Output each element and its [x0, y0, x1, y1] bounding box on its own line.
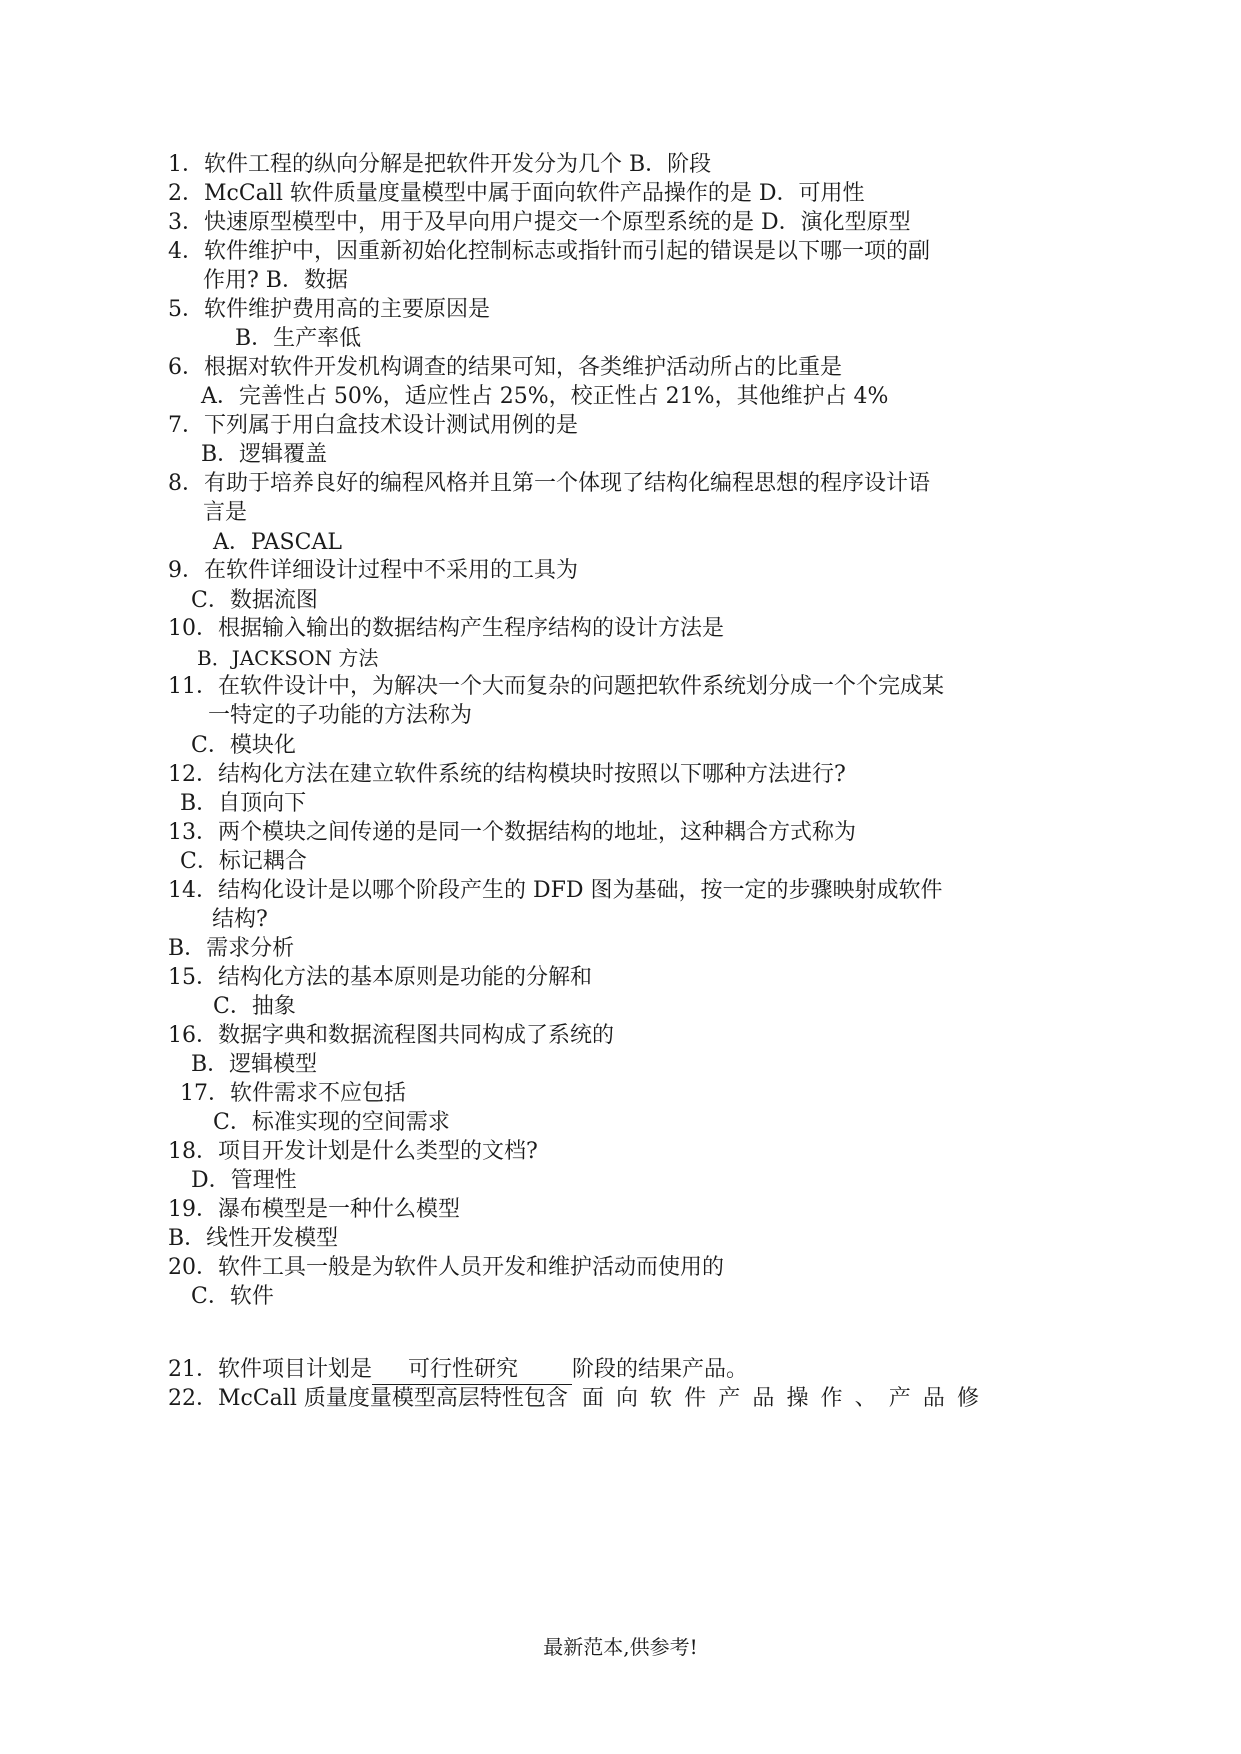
answer-12: B．自顶向下	[180, 791, 307, 816]
question-6: 6．根据对软件开发机构调查的结果可知，各类维护活动所占的比重是	[168, 355, 842, 380]
answer-10: B．JACKSON 方法	[197, 646, 379, 670]
answer-9: C．数据流图	[191, 588, 318, 613]
answer-14: B．需求分析	[168, 936, 295, 961]
question-21-suffix: 阶段的结果产品。	[572, 1357, 749, 1382]
question-17: 17．软件需求不应包括	[180, 1081, 406, 1106]
page-footer: 最新范本,供参考!	[543, 1635, 698, 1659]
answer-15: C．抽象	[213, 994, 296, 1019]
question-9: 9．在软件详细设计过程中不采用的工具为	[168, 558, 578, 583]
answer-11: C．模块化	[191, 733, 296, 758]
answer-6: A．完善性占 50%，适应性占 25%，校正性占 21%，其他维护占 4%	[201, 384, 889, 409]
question-8-continued: 言是	[203, 500, 248, 525]
question-22	[168, 1382, 991, 1415]
question-20: 20．软件工具一般是为软件人员开发和维护活动而使用的	[168, 1255, 724, 1280]
question-4: 4．软件维护中，因重新初始化控制标志或指针而引起的错误是以下哪一项的副	[168, 239, 930, 264]
question-22-spaced-text: 面向软件产品操作、产品修	[581, 1386, 992, 1411]
question-22-prefix: 22．McCall 质量度量模型高层特性包含	[168, 1386, 568, 1411]
question-5: 5．软件维护费用高的主要原因是	[168, 297, 490, 322]
question-21-prefix: 21．软件项目计划是	[168, 1357, 372, 1382]
answer-18: D．管理性	[191, 1168, 297, 1193]
question-4-continued: 作用? B．数据	[203, 268, 348, 293]
question-7: 7．下列属于用白盒技术设计测试用例的是	[168, 413, 578, 438]
question-11: 11．在软件设计中，为解决一个大而复杂的问题把软件系统划分成一个个完成某	[168, 674, 944, 699]
question-11-continued: 一特定的子功能的方法称为	[208, 703, 473, 728]
answer-5: B．生产率低	[235, 326, 362, 351]
question-3: 3．快速原型模型中，用于及早向用户提交一个原型系统的是 D．演化型原型	[168, 210, 911, 235]
question-16: 16．数据字典和数据流程图共同构成了系统的	[168, 1023, 614, 1048]
answer-19: B．线性开发模型	[168, 1226, 339, 1251]
answer-20: C．软件	[191, 1284, 274, 1309]
question-14: 14．结构化设计是以哪个阶段产生的 DFD 图为基础，按一定的步骤映射成软件	[168, 878, 943, 903]
question-13: 13．两个模块之间传递的是同一个数据结构的地址，这种耦合方式称为	[168, 820, 856, 845]
question-18: 18．项目开发计划是什么类型的文档?	[168, 1139, 538, 1164]
question-1: 1．软件工程的纵向分解是把软件开发分为几个 B．阶段	[168, 152, 712, 177]
question-12: 12．结构化方法在建立软件系统的结构模块时按照以下哪种方法进行?	[168, 762, 846, 787]
question-21-blank-answer: 可行性研究	[372, 1356, 572, 1385]
answer-16: B．逻辑模型	[191, 1052, 318, 1077]
question-19: 19．瀑布模型是一种什么模型	[168, 1197, 460, 1222]
answer-13: C．标记耦合	[180, 849, 307, 874]
question-8: 8．有助于培养良好的编程风格并且第一个体现了结构化编程思想的程序设计语	[168, 471, 930, 496]
answer-8: A．PASCAL	[213, 530, 342, 555]
question-2: 2．McCall 软件质量度量模型中属于面向软件产品操作的是 D．可用性	[168, 181, 865, 206]
question-15: 15．结构化方法的基本原则是功能的分解和	[168, 965, 592, 990]
question-10: 10．根据输入输出的数据结构产生程序结构的设计方法是	[168, 616, 724, 641]
question-14-continued: 结构?	[212, 907, 268, 932]
answer-7: B．逻辑覆盖	[201, 442, 328, 467]
answer-17: C．标准实现的空间需求	[213, 1110, 450, 1135]
